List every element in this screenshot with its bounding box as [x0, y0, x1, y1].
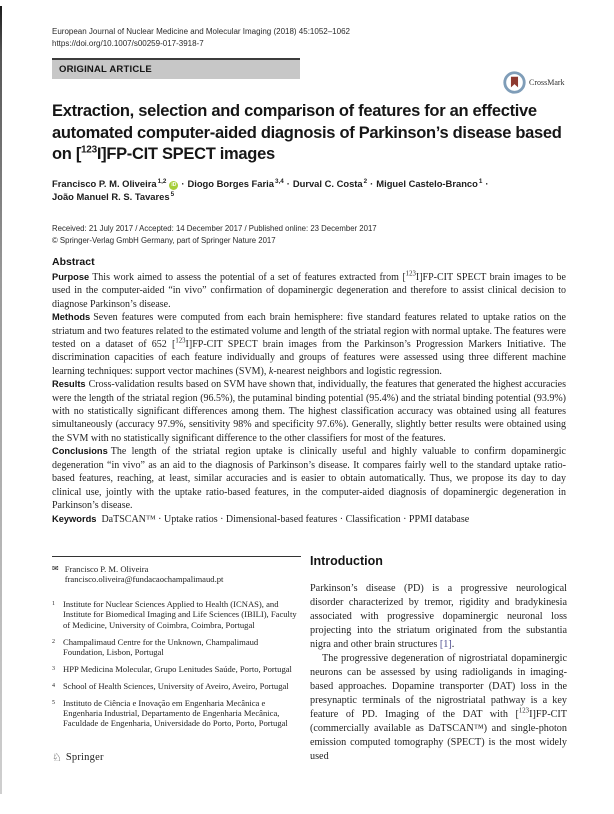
- correspondence-email[interactable]: francisco.oliveira@fundacaochampalimaud.pt: [64, 574, 224, 585]
- abstract-conclusions: [52, 445, 566, 512]
- affiliation-text: Instituto de Ciência e Inovação em Engenharia Mecânica e Engenharia Industrial, Departamento de Engenharia Mecânica, Faculdade de Engenharia, Universidade do Porto, Porto, Portugal: [63, 697, 288, 729]
- abstract-section: [52, 256, 566, 512]
- journal-title-line: European Journal of Nuclear Medicine and Molecular Imaging (2018) 45:1052–1062: [52, 27, 350, 36]
- footnote-divider: [52, 556, 301, 557]
- purpose-label: Purpose: [52, 272, 90, 282]
- affiliation-number: 2: [52, 638, 55, 645]
- author-affiliation-sup: 3,4: [274, 177, 284, 185]
- purpose-text: This work aimed to assess the potential of a set of features extracted from [: [92, 272, 406, 283]
- introduction-column: [310, 554, 567, 764]
- title-text-cont: I]FP-CIT SPECT images: [96, 145, 275, 163]
- affiliation-item: [52, 599, 301, 630]
- author-name: Durval C. Costa: [292, 178, 363, 189]
- methods-text: Seven features were computed from each brain hemisphere: five standard features related to uptake ratios on the striatum and two features related to the estimated volume and length of the striatal region with normal uptake. The features were tested on a dataset of 652 [: [52, 312, 566, 351]
- author-affiliation-sup: 5: [170, 190, 175, 198]
- methods-text-cont: I]FP-CIT SPECT brain images from the Parkinson’s Progression Markers Initiative. The discrimination capacities of each feature individually and groups of features were assessed using three different machine learning techniques: support vector machines (SVM),: [52, 339, 566, 377]
- keywords-line: [52, 514, 566, 525]
- crossmark-badge[interactable]: [503, 71, 565, 94]
- springer-logo-icon: ♘: [52, 751, 62, 764]
- methods-italic-k: k: [268, 365, 274, 377]
- title-text: Extraction, selection and comparison of features for an effective automated computer-aided diagnosis of Parkinson’s disease based on [: [52, 102, 562, 163]
- author-list: [52, 177, 572, 203]
- abstract-results: [52, 378, 566, 445]
- title-isotope-superscript: 123: [81, 144, 97, 156]
- orcid-icon[interactable]: iD: [171, 182, 177, 188]
- introduction-heading: Introduction: [310, 554, 383, 568]
- affiliation-item: [52, 698, 301, 729]
- affiliation-text: HPP Medicina Molecular, Grupo Lenitudes Saúde, Porto, Portugal: [63, 663, 292, 674]
- affiliation-number: 3: [52, 665, 55, 672]
- affiliation-number: 4: [52, 682, 55, 689]
- affiliation-item: [52, 681, 301, 691]
- springer-footer: [52, 751, 104, 764]
- author-name: Diogo Borges Faria: [187, 178, 274, 189]
- scan-edge-line: [0, 6, 2, 794]
- author-separator: ·: [286, 178, 290, 189]
- correspondence-details: [65, 564, 224, 585]
- doi-link[interactable]: https://doi.org/10.1007/s00259-017-3918-7: [52, 39, 204, 48]
- intro-text: Parkinson’s disease (PD) is a progressive neurological disorder characterized by tremor, rigidity and bradykinesia associated with progressive dopaminergic neuronal loss projecting into the striatum originated from the substantia nigra and other brain structures: [310, 583, 567, 650]
- author-name: Francisco P. M. Oliveira: [52, 178, 157, 189]
- intro-text-end: .: [451, 639, 455, 650]
- envelope-icon: ✉: [52, 564, 59, 573]
- intro-text: The progressive degeneration of nigrostriatal dopaminergic neurons can be assessed by using radioligands in imaging-based approaches. Dopamine transporter (DAT) loss in the presynaptic terminals of the nigrostriatal pathway is a key feature of PD. Imaging of the DAT with [: [310, 653, 567, 720]
- isotope-superscript: 123: [405, 270, 416, 278]
- author-separator: ·: [370, 178, 374, 189]
- intro-paragraph-1: [310, 582, 567, 652]
- conclusions-label: Conclusions: [52, 446, 108, 457]
- abstract-methods: [52, 311, 566, 378]
- affiliation-item: [52, 664, 301, 674]
- received-dates: Received: 21 July 2017 / Accepted: 14 December 2017 / Published online: 23 December 2017: [52, 224, 377, 233]
- isotope-superscript: 123: [175, 337, 186, 345]
- affiliation-text: School of Health Sciences, University of Aveiro, Aveiro, Portugal: [63, 680, 289, 691]
- article-meta: [52, 223, 377, 246]
- author-name: Miguel Castelo-Branco: [376, 178, 478, 189]
- affiliation-item: [52, 637, 301, 658]
- springer-label: Springer: [65, 752, 104, 763]
- author-name: João Manuel R. S. Tavares: [52, 191, 170, 202]
- keywords-label: Keywords: [52, 514, 97, 524]
- copyright-line: © Springer-Verlag GmbH Germany, part of Springer Nature 2017: [52, 235, 276, 245]
- intro-text-cont: I]FP-CIT (commercially available as DaTSCAN™) and single-photon emission computed tomography (SPECT) is the most widely used: [310, 709, 567, 762]
- crossmark-label: CrossMark: [529, 78, 565, 87]
- author-separator: ·: [181, 178, 185, 189]
- methods-label: Methods: [52, 312, 91, 323]
- affiliation-text: Institute for Nuclear Sciences Applied to Health (ICNAS), and Institute for Biomedical Imaging and Life Sciences (IBILI), Faculty of Medicine, University of Coimbra, Coimbra, Portugal: [63, 598, 297, 630]
- article-type-badge: ORIGINAL ARTICLE: [52, 58, 300, 79]
- keywords-text: DaTSCAN™ · Uptake ratios · Dimensional-based features · Classification · PPMI database: [101, 514, 470, 525]
- intro-paragraph-2: [310, 652, 567, 764]
- isotope-superscript: 123: [518, 707, 530, 715]
- methods-text-end: -nearest neighbors and logistic regression.: [273, 365, 442, 377]
- citation-1[interactable]: [1]: [439, 639, 452, 650]
- affiliation-number: 5: [52, 699, 55, 706]
- author-separator: ·: [485, 178, 489, 189]
- crossmark-icon: [503, 71, 526, 94]
- affiliation-text: Champalimaud Centre for the Unknown, Champalimaud Foundation, Lisbon, Portugal: [63, 636, 259, 657]
- affiliation-number: 1: [52, 600, 55, 607]
- article-title: [52, 101, 570, 166]
- abstract-heading: Abstract: [52, 256, 95, 268]
- author-affiliation-sup: 1: [478, 177, 483, 185]
- affiliation-list: [52, 599, 301, 729]
- results-text: Cross-validation results based on SVM have shown that, individually, the features that generated the highest accuracies were the length of the striatal region (96.5%), the putaminal binding potential (95.4%) and the striatal binding potential (93.9%) with no statistically significant differences among them. The highest classification accuracy was obtained using all features simultaneously (accuracy 97.9%, sensitivity 98% and specificity 97.6%). Generally, slightly better results were obtained using the SVM with no statistically significant difference to the other classifiers for most of the features.: [52, 379, 566, 444]
- footnote-column: [52, 556, 301, 735]
- author-line-2: [52, 190, 572, 203]
- results-label: Results: [52, 379, 86, 390]
- conclusions-text: The length of the striatal region uptake is clinically useful and highly valuable to confirm dopaminergic degeneration “in vivo” as an aid to the diagnosis of Parkinson’s disease. It compares fairly well to the standard uptake ratio-based features, reaching, at least, similar accuracies and is easier to obtain automatically. Thus, we propose its day to day clinical use, jointly with the uptake ratio-based features, in the computer-aided diagnosis of dopaminergic degeneration in Parkinson’s disease.: [52, 446, 566, 511]
- abstract-purpose: [52, 271, 566, 311]
- author-line-1: [52, 177, 572, 190]
- author-affiliation-sup: 1,2: [157, 177, 167, 185]
- author-affiliation-sup: 2: [363, 177, 368, 185]
- correspondence-name: Francisco P. M. Oliveira: [64, 564, 149, 574]
- correspondence-block: [52, 564, 301, 585]
- purpose-text-cont: I]FP-CIT SPECT brain images to be used in the computer-aided “in vivo” confirmation of dopaminergic degeneration and therefore to assist clinical decision to diagnose Parkinson’s disease.: [52, 272, 566, 310]
